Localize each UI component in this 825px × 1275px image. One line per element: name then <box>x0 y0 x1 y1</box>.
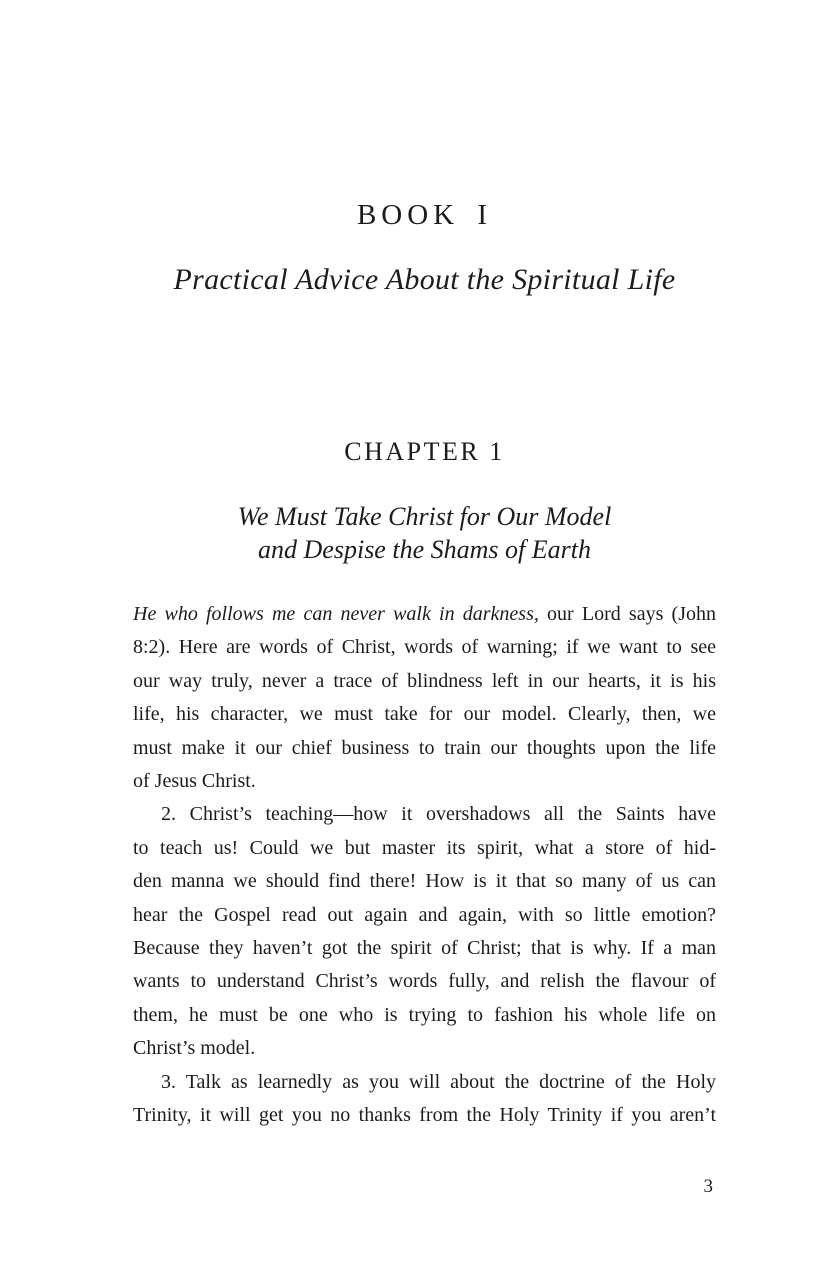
body-line: 3. Talk as learnedly as you will about the doctrine of the Holy <box>161 1070 716 1093</box>
chapter-title-line1: We Must Take Christ for Our Model <box>237 502 612 531</box>
body-line: den manna we should find there! How is it that so many of us can <box>133 870 716 893</box>
body-line-segment: our Lord says (John <box>538 603 716 625</box>
body-line: 8:2). Here are words of Christ, words of warning; if we want to see <box>133 636 716 659</box>
paragraph-3 <box>133 1066 716 1133</box>
scripture-quote: He who follows me can never walk in darkness, <box>133 603 539 625</box>
paragraph-1 <box>133 598 716 798</box>
body-line: hear the Gospel read out again and again, with so little emotion? <box>133 903 716 926</box>
book-title: BOOK I <box>356 199 493 231</box>
body-line: life, his character, we must take for our model. Clearly, then, we <box>133 703 716 726</box>
body-line: them, he must be one who is trying to fashion his whole life on <box>133 1003 716 1026</box>
text-block <box>133 0 716 1133</box>
body-line <box>133 598 716 631</box>
body-text <box>133 598 716 1133</box>
chapter-title <box>133 500 716 566</box>
paragraph-2 <box>133 798 716 1065</box>
body-line: our way truly, never a trace of blindness left in our hearts, it is his <box>133 669 716 692</box>
chapter-label: CHAPTER 1 <box>344 437 505 466</box>
body-line: Christ’s model. <box>133 1037 256 1060</box>
body-line: to teach us! Could we but master its spirit, what a store of hid- <box>133 836 716 859</box>
page-number: 3 <box>703 1176 713 1197</box>
chapter-title-line2: and Despise the Shams of Earth <box>258 535 591 564</box>
body-line: Trinity, it will get you no thanks from the Holy Trinity if you aren’t <box>133 1104 716 1127</box>
body-line: must make it our chief business to train our thoughts upon the life <box>133 736 716 759</box>
body-line: 2. Christ’s teaching—how it overshadows all the Saints have <box>161 803 716 826</box>
body-line: wants to understand Christ’s words fully, and relish the flavour of <box>133 970 716 993</box>
body-line: Because they haven’t got the spirit of Christ; that is why. If a man <box>133 937 716 960</box>
book-subtitle: Practical Advice About the Spiritual Life <box>173 263 676 296</box>
body-line: of Jesus Christ. <box>133 770 256 793</box>
